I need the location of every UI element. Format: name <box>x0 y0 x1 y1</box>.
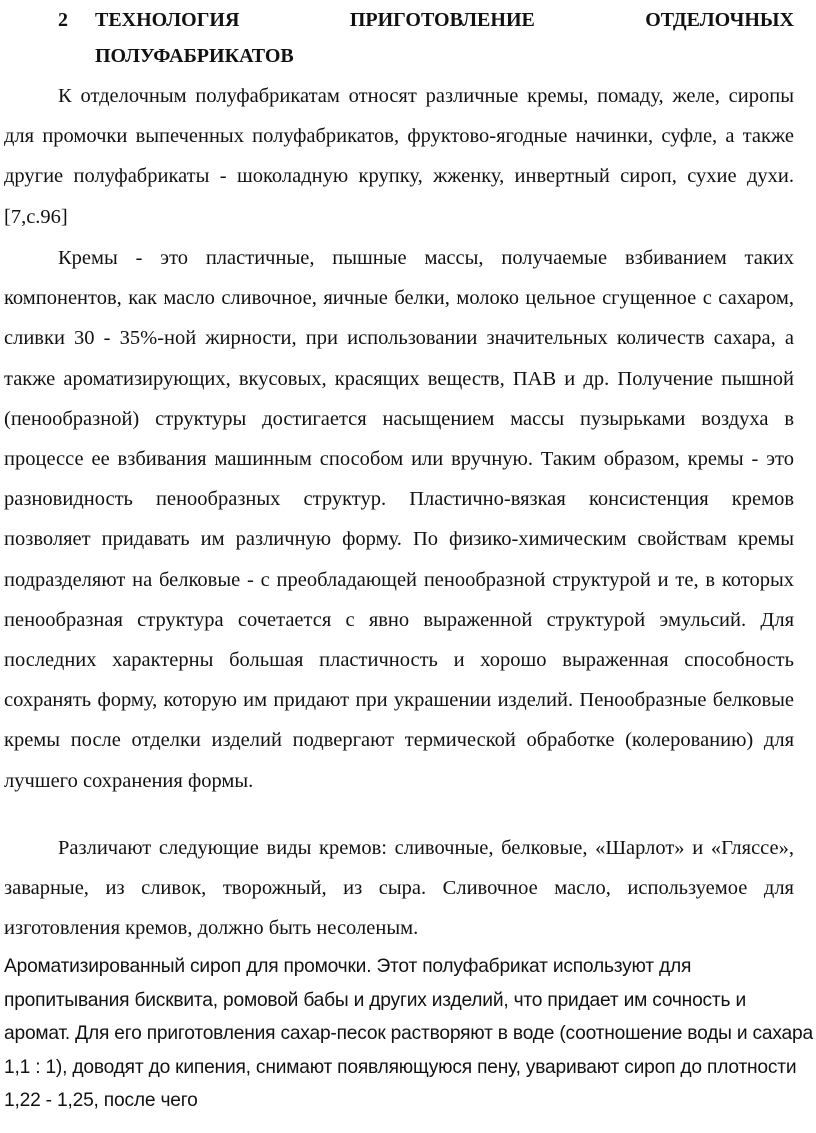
paragraph-creams-block <box>0 238 816 801</box>
paragraph-intro: К отделочным полуфабрикатам относят различные кремы, помаду, желе, сиропы для промочки выпеченных полуфабрикатов, фруктово-ягодные начинки, суфле, а также другие полуфабрикаты - шоколадную крупку, жженку, инвертный сироп, сухие духи. [7,с.96] <box>4 85 794 228</box>
section-number: 2 <box>58 9 68 31</box>
heading-word-3: ОТДЕЛОЧНЫХ <box>645 9 794 31</box>
paragraph-cream-types: Различают следующие виды кремов: сливочные, белковые, «Шарлот» и «Гляссе», заварные, из сливок, творожный, из сыра. Сливочное масло, используемое для изготовления кремов, должно быть несоленым. <box>4 837 794 940</box>
heading-first-word <box>58 2 239 38</box>
paragraph-intro-block <box>0 76 816 237</box>
heading-line-2: ПОЛУФАБРИКАТОВ <box>95 45 294 67</box>
paragraph-creams: Кремы - это пластичные, пышные массы, получаемые взбиванием таких компонентов, как масло сливочное, яичные белки, молоко цельное сгущенное с сахаром, сливки 30 - 35%-ной жирности, при использовании значительных количеств сахара, а также ароматизирующих, вкусовых, красящих веществ, ПАВ и др. Получение пышной (пенообразной) структуры достигается насыщением массы пузырьками воздуха в процессе ее взбивания машинным способом или вручную. Таким образом, кремы - это разновидность пенообразных структур. Пластично-вязкая консистенция кремов позволяет придавать им различную форму. По физико-химическим свойствам кремы подразделяют на белковые - с преобладающей пенообразной структурой и те, в которых пенообразная структура сочетается с явно выраженной структурой эмульсий. Для последних характерны большая пластичность и хорошо выраженная способность сохранять форму, которую им придают при украшении изделий. Пенообразные белковые кремы после отделки изделий подвергают термической обработке (колерованию) для лучшего сохранения формы. <box>4 247 794 792</box>
paragraph-cream-types-block <box>0 828 816 949</box>
heading-word-2: ПРИГОТОВЛЕНИЕ <box>349 9 535 31</box>
heading-word-1: ТЕХНОЛОГИЯ <box>95 9 240 31</box>
section-heading <box>58 2 794 74</box>
paragraph-syrup: Ароматизированный сироп для промочки. Этот полуфабрикат используют для пропитывания бисквита, ромовой бабы и других изделий, что придает им сочность и аромат. Для его приготовления сахар-песок растворяют в воде (соотношение воды и сахара 1,1 : 1), доводят до кипения, снимают появляющуюся пену, уваривают сироп до плотности 1,22 - 1,25, после чего <box>4 956 813 1112</box>
heading-line-1 <box>58 2 794 38</box>
